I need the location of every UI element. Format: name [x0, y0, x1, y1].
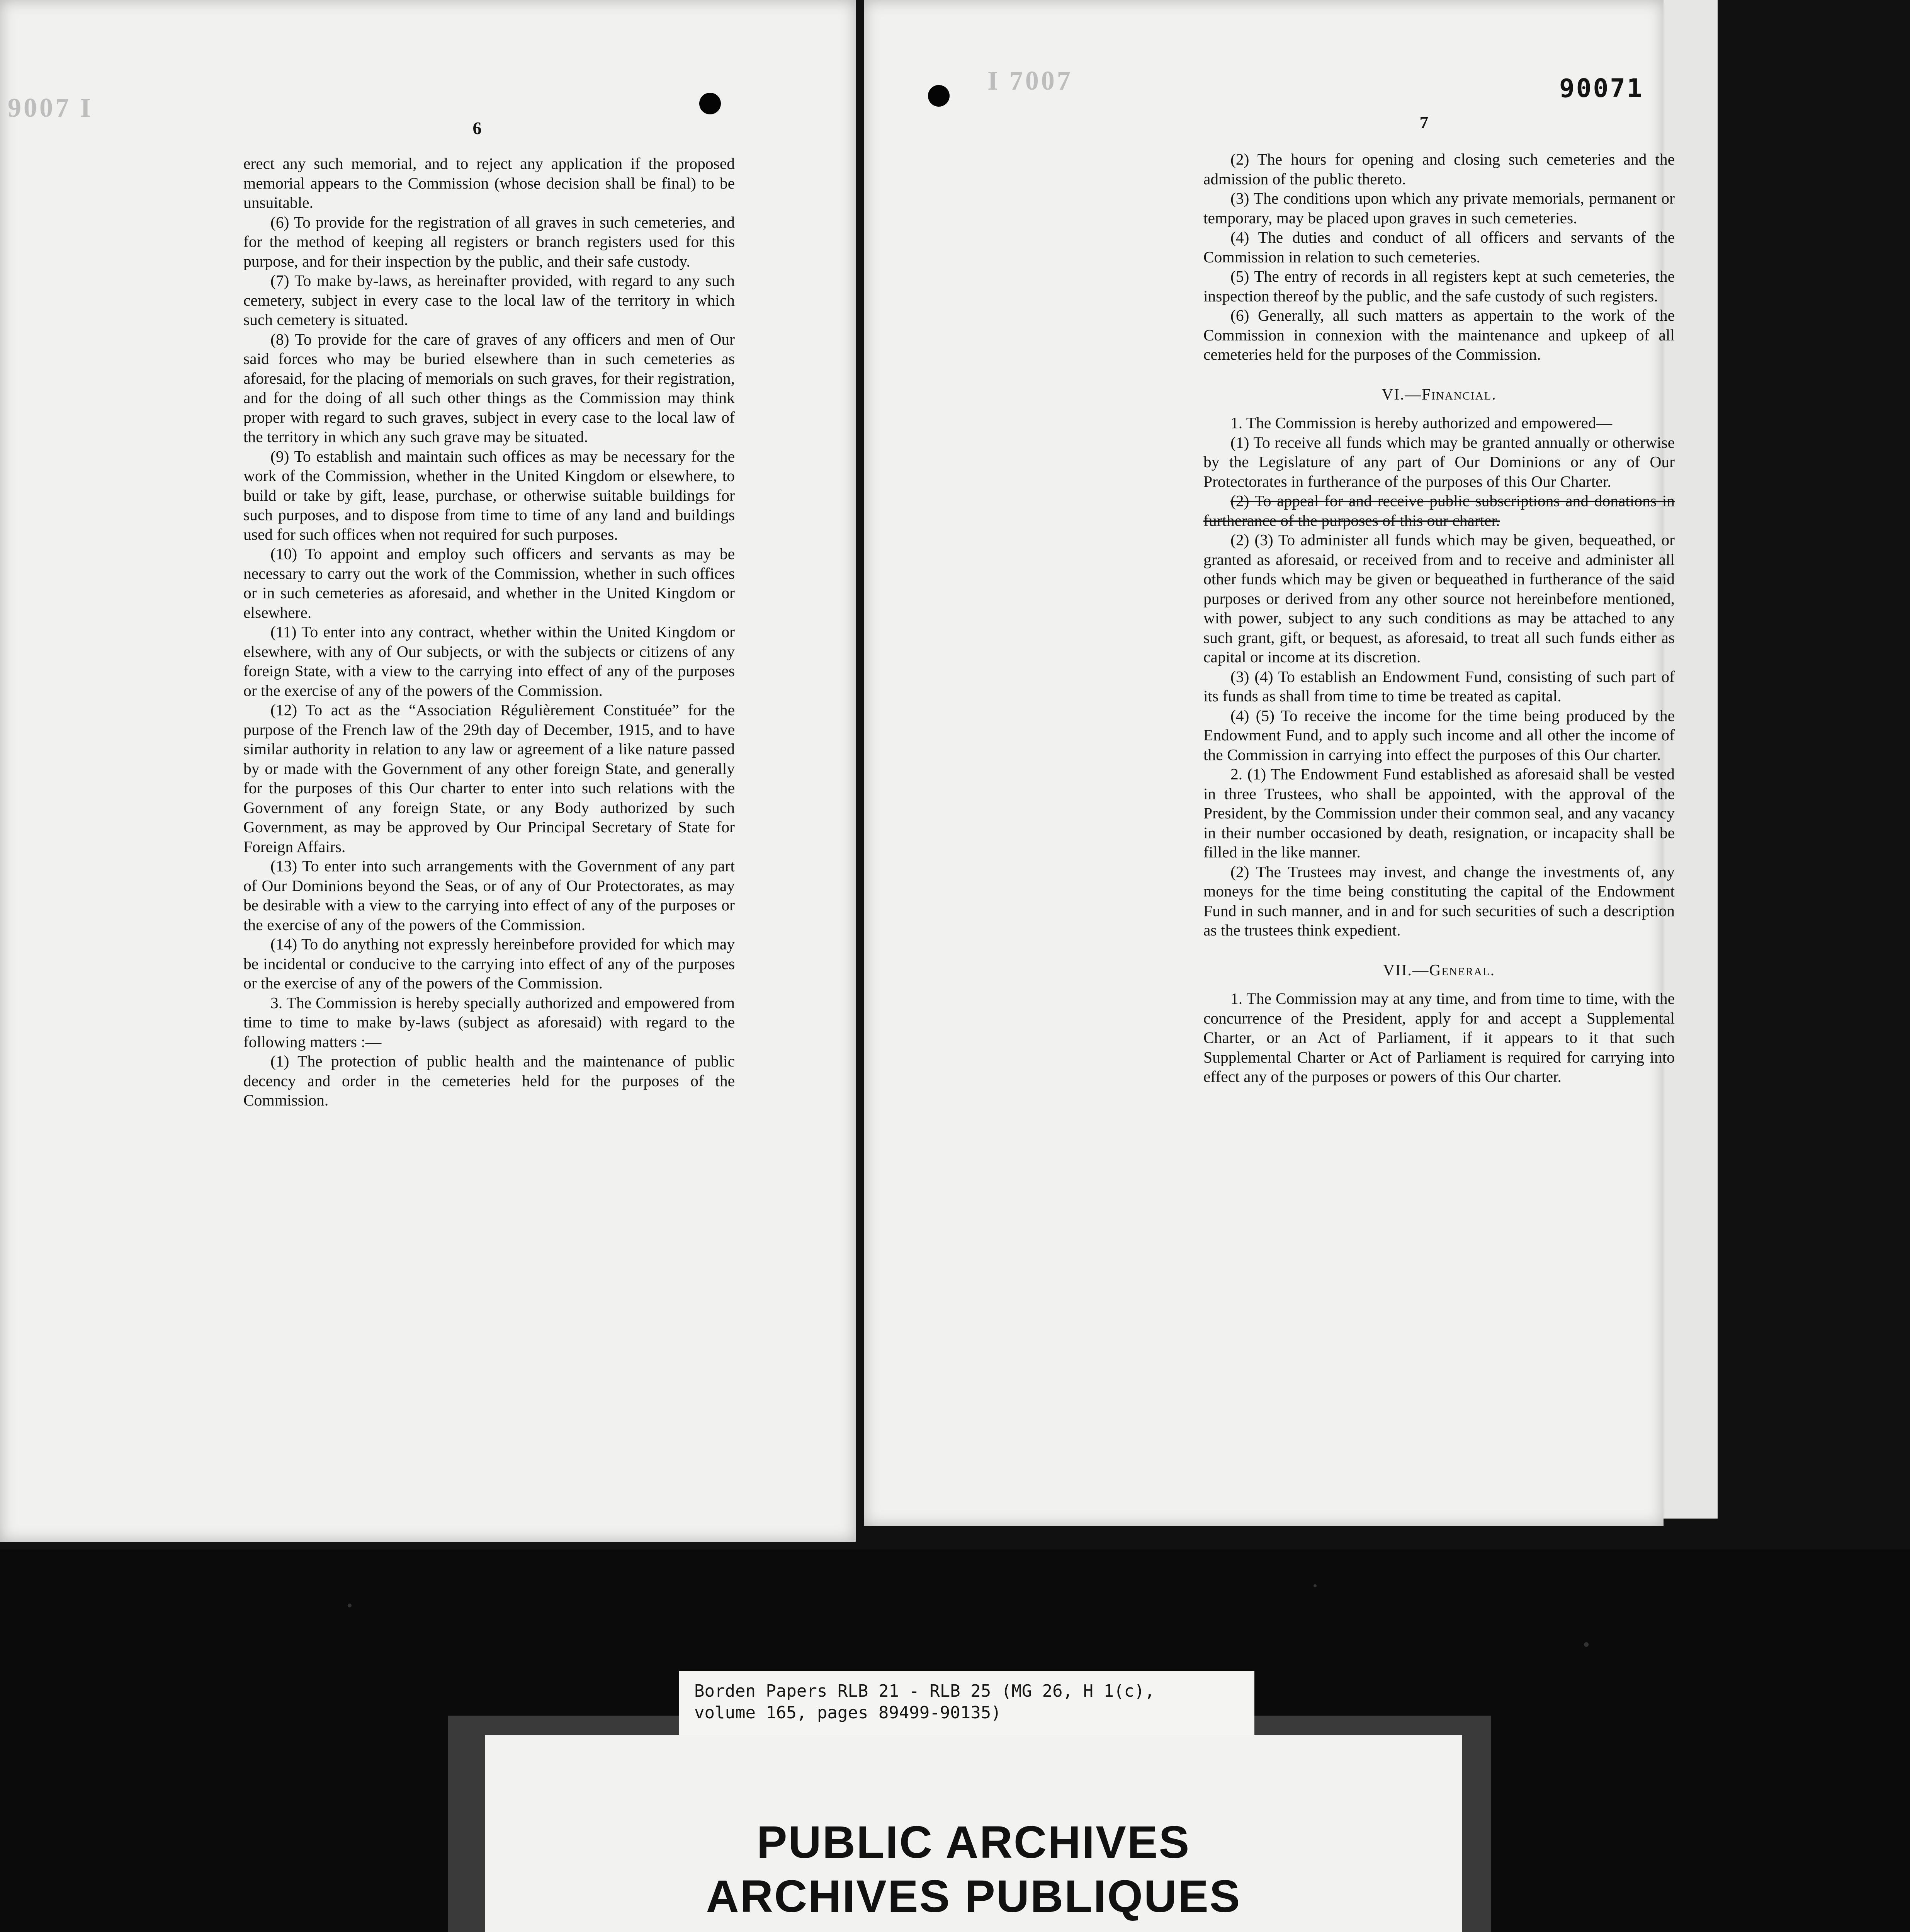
public-archives-card: [485, 1735, 1462, 1932]
reference-label-line: Borden Papers RLB 21 - RLB 25 (MG 26, H 1(c),: [694, 1681, 1155, 1701]
left-page-text: [243, 154, 735, 1110]
section-heading-financial: VI.—Financial.: [1382, 385, 1497, 403]
film-speck: [1314, 1584, 1317, 1587]
left-paragraph: 3. The Commission is hereby specially authorized and empowered from time to time to make by-laws (subject as aforesaid) with regard to the following matters :—: [243, 993, 735, 1051]
right-paragraph: (3) (4) To establish an Endowment Fund, consisting of such part of its funds as shall from time to time be treated as capital.: [1203, 667, 1675, 705]
left-page-number: 6: [472, 118, 482, 138]
right-page-number: 7: [1419, 112, 1429, 132]
left-paragraph: (12) To act as the “Association Régulièrement Constituée” for the purpose of the French law of the 29th day of December, 1915, and to have similar authority in relation to any law or agreement of a like nature passed by or made with the Government of any other foreign State, and generally for the purposes of this Our charter to enter into such relations with the Government of any foreign State, or any Body authorized by such Government, as may be approved by Our Principal Secretary of State for Foreign Affairs.: [243, 701, 735, 855]
left-paragraph: (14) To do anything not expressly hereinbefore provided for which may be incidental or conducive to the carrying into effect of any of the purposes or the exercise of any of the powers of the Commission.: [243, 935, 735, 992]
right-paragraph: 1. The Commission is hereby authorized and empowered—: [1230, 414, 1613, 432]
right-paragraph: (2) The Trustees may invest, and change the investments of, any moneys for the time being constituting the capital of the Endowment Fund in such manner, and in and for such securities of such a description as the trustees think expedient.: [1203, 862, 1675, 939]
right-paragraph: (6) Generally, all such matters as appertain to the work of the Commission in connexion with the maintenance and upkeep of all cemeteries held for the purposes of the Commission.: [1203, 306, 1675, 363]
right-paragraph: (4) The duties and conduct of all officers and servants of the Commission in relation to such cemeteries.: [1203, 228, 1675, 266]
right-paragraph: (3) The conditions upon which any private memorials, permanent or temporary, may be placed upon graves in such cemeteries.: [1203, 189, 1675, 227]
left-paragraph: (7) To make by-laws, as hereinafter provided, with regard to any such cemetery, subject in every case to the local law of the territory in which such cemetery is situated.: [243, 272, 735, 328]
left-paragraph: (13) To enter into such arrangements with the Government of any part of Our Dominions beyond the Seas, or of any of Our Protectorates, as may be desirable with a view to the carrying into effect of any of the purposes or the exercise of any of the powers of the Commission.: [243, 857, 735, 934]
left-paragraph: (6) To provide for the registration of all graves in such cemeteries, and for the method of keeping all registers or branch registers used for this purpose, and for their inspection by the public, and their safe custody.: [243, 213, 735, 270]
left-paragraph: (8) To provide for the care of graves of any officers and men of Our said forces who may be buried elsewhere than in such cemeteries as aforesaid, for the placing of memorials on such graves, for their registration, and for the doing of all such other things as the Commission may think proper with regard to such graves, subject in every case to the local law of the territory in which any such grave may be situated.: [243, 330, 735, 446]
reference-label-line: volume 165, pages 89499-90135): [694, 1703, 1001, 1723]
archive-title-en: PUBLIC ARCHIVES: [756, 1817, 1191, 1868]
right-paragraph: (4) (5) To receive the income for the time being produced by the Endowment Fund, and to apply such income and all other the income of the Commission in carrying into effect the purposes of this Our charter.: [1203, 706, 1675, 764]
left-paragraph: erect any such memorial, and to reject any application if the proposed memorial appears to the Commission (whose decision shall be final) to be unsuitable.: [243, 155, 735, 211]
right-paragraph: 2. (1) The Endowment Fund established as aforesaid shall be vested in three Trustees, who shall be appointed, with the approval of the President, by the Commission under their common seal, and any vacancy in their number occasioned by death, resignation, or incapacity shall be filled in the like manner.: [1203, 765, 1675, 861]
right-paragraph: (1) To receive all funds which may be granted annually or otherwise by the Legislature of any part of Our Dominions or any of Our Protectorates in furtherance of the purposes of this Our Charter.: [1203, 433, 1675, 490]
left-ghost-mark: 9007 I: [8, 93, 93, 123]
right-paragraph: (5) The entry of records in all registers kept at such cemeteries, the inspection thereof by the public, and the safe custody of such registers.: [1203, 267, 1675, 305]
section-heading-general: VII.—General.: [1383, 961, 1495, 979]
left-paragraph: (11) To enter into any contract, whether within the United Kingdom or elsewhere, with any of Our subjects, or with the subjects or citizens of any foreign State, with a view to the carrying into effect of any of the purposes or the exercise of any of the powers of the Commission.: [243, 623, 735, 699]
right-paragraph: 1. The Commission may at any time, and from time to time, with the concurrence of the President, apply for and accept a Supplemental Charter, or an Act of Parliament, if it appears to it that such Supplemental Charter or Act of Parliament is required for carrying into effect any of the purposes or powers of this Our charter.: [1203, 990, 1675, 1085]
left-paragraph: (9) To establish and maintain such offices as may be necessary for the work of the Commission, whether in the United Kingdom or elsewhere, to build or take by gift, lease, purchase, or otherwise suitable buildings for such purposes, and to dispose from time to time of any land and buildings used for such offices when not required for such purposes.: [243, 447, 735, 543]
right-paragraph: (2) The hours for opening and closing such cemeteries and the admission of the public thereto.: [1203, 150, 1675, 188]
right-ghost-mark: I 7007: [987, 66, 1073, 96]
right-paragraph: (2) (3) To administer all funds which may be given, bequeathed, or granted as aforesaid, or received from and to receive and administer all other funds which may be given or bequeathed in furtherance of the said purposes or derived from any other source not hereinbefore mentioned, with power, subject to any such conditions as may be attached to any such grant, gift, or bequest, as aforesaid, to treat all such funds either as capital or income at its discretion.: [1203, 531, 1675, 666]
film-speck: [348, 1604, 352, 1607]
punch-hole-left: [699, 93, 721, 114]
left-paragraph: (1) The protection of public health and the maintenance of public decency and order in the cemeteries held for the purposes of the Commission.: [243, 1052, 735, 1109]
film-speck: [1584, 1642, 1589, 1647]
struck-paragraph: (2) To appeal for and receive public subscriptions and donations in furtherance of the purposes of this our charter.: [1203, 492, 1675, 529]
left-paragraph: (10) To appoint and employ such officers and servants as may be necessary to carry out the work of the Commission, whether in such offices or in such cemeteries as aforesaid, and whether in the United Kingdom or elsewhere.: [243, 545, 735, 621]
right-page-text: [1203, 150, 1675, 1087]
archive-title-fr: ARCHIVES PUBLIQUES: [706, 1871, 1241, 1922]
archive-stamp-number: 90071: [1559, 73, 1644, 103]
punch-hole-right: [928, 85, 950, 107]
